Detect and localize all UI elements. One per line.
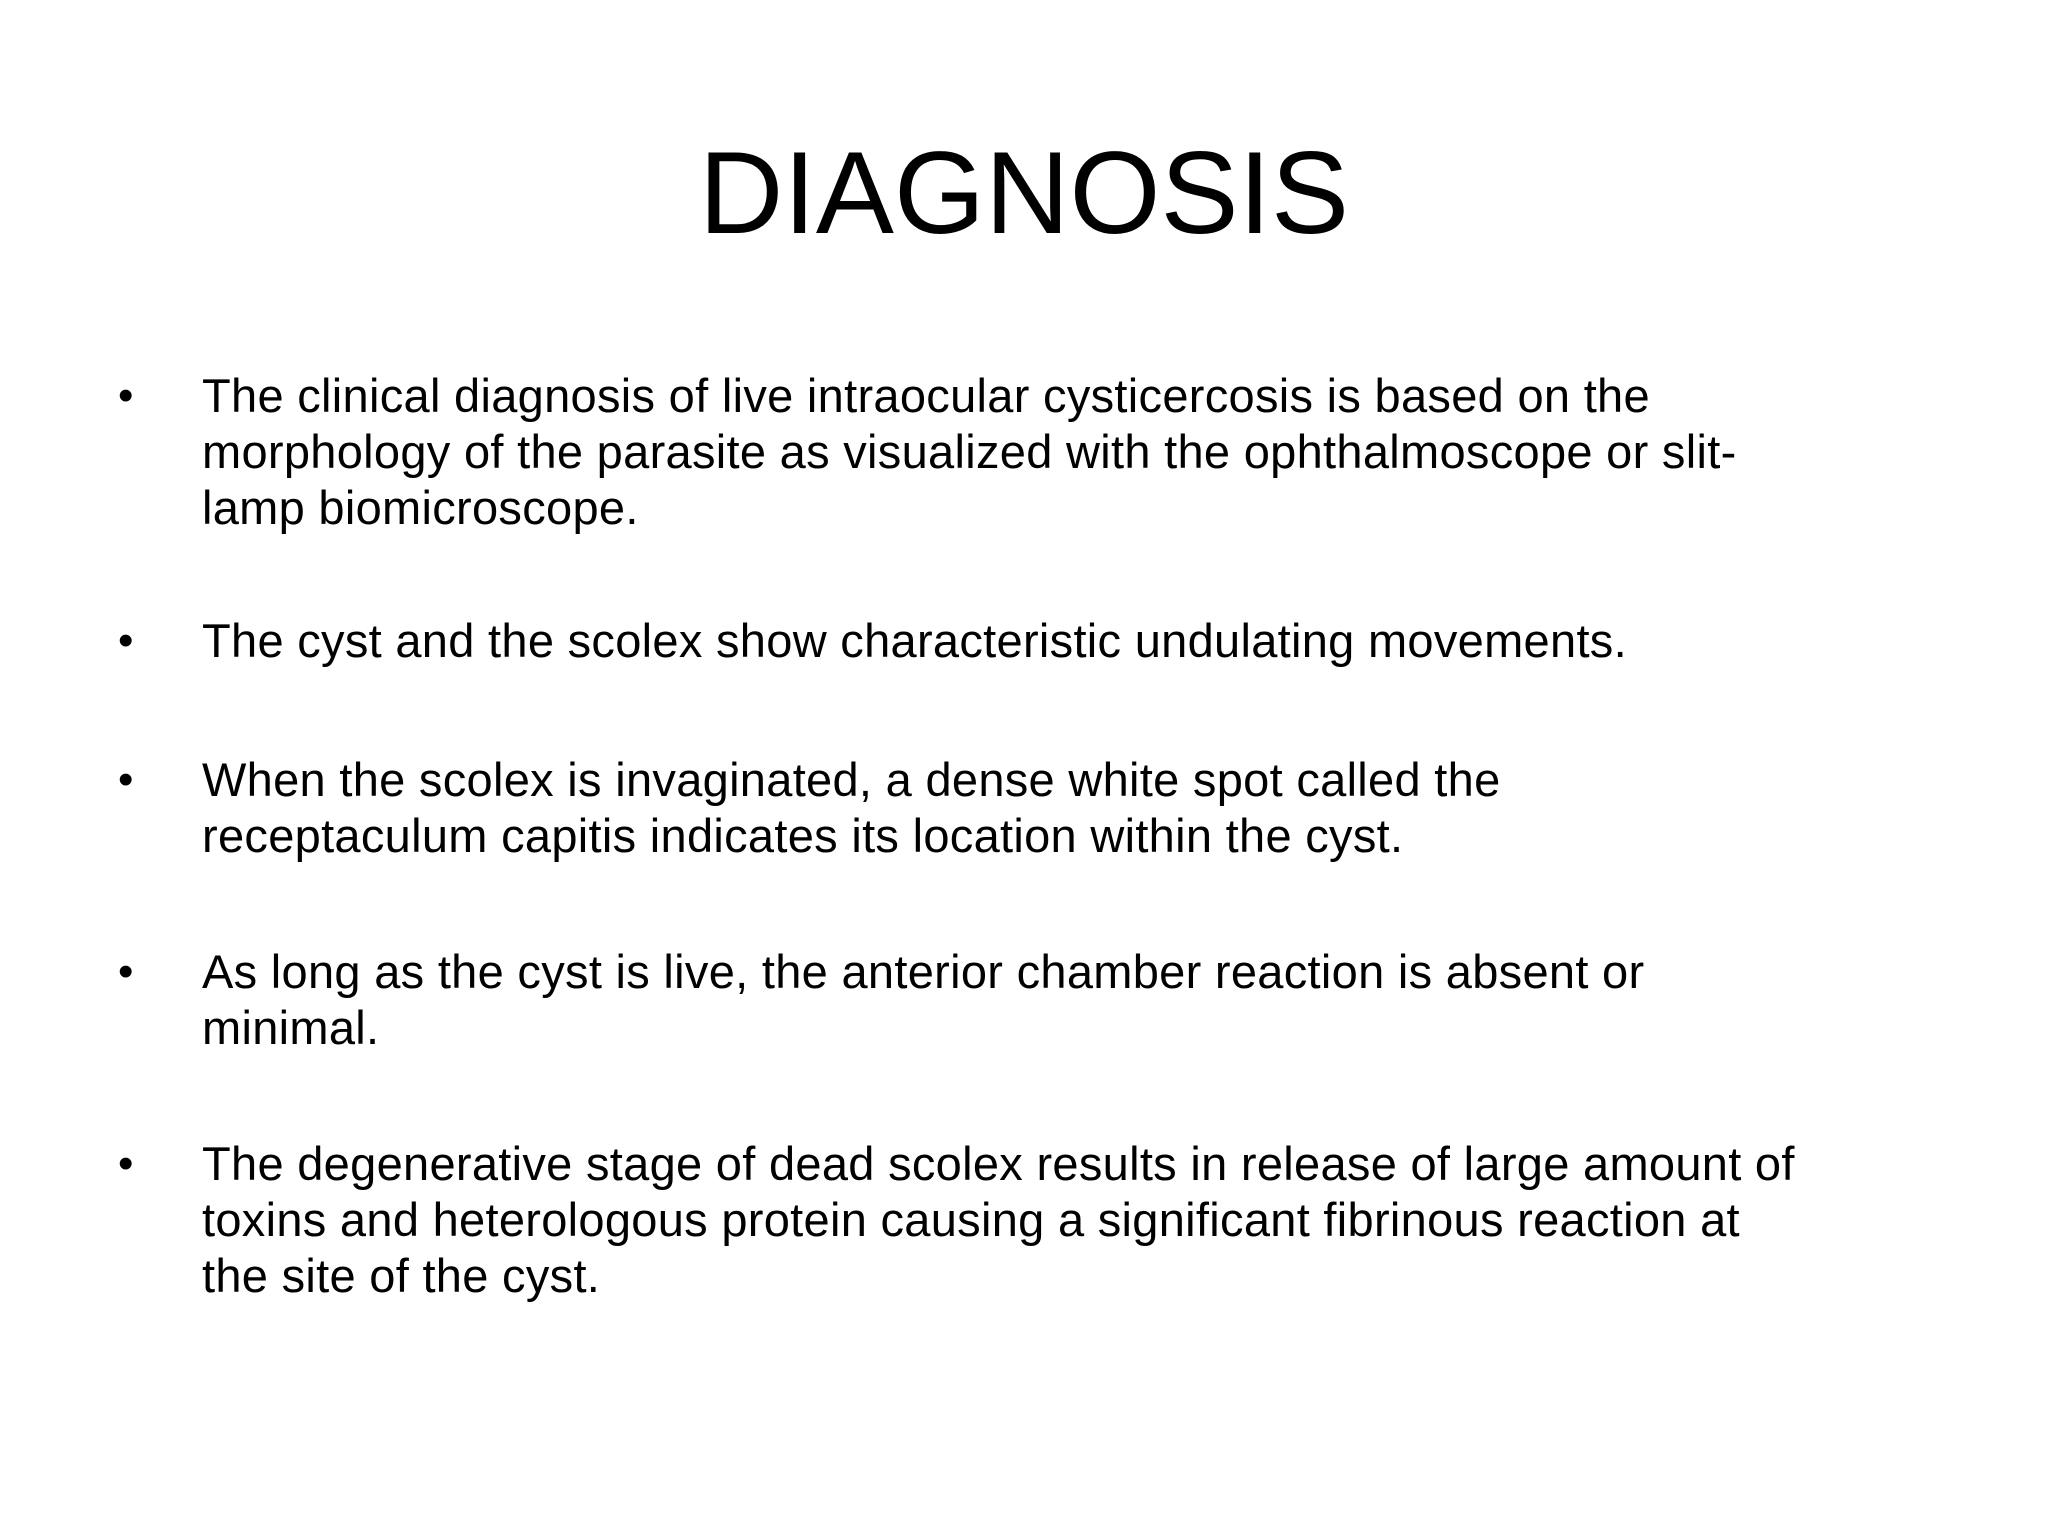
bullet-line: The degenerative stage of dead scolex results in release of large amount of xyxy=(202,1137,1795,1190)
bullet-line: The clinical diagnosis of live intraocular cysticercosis is based on the xyxy=(202,369,1650,422)
bullet-icon: • xyxy=(118,371,134,420)
bullet-icon: • xyxy=(118,1139,134,1188)
bullet-text xyxy=(202,752,1962,864)
bullet-line: lamp biomicroscope. xyxy=(202,481,639,534)
bullet-line: toxins and heterologous protein causing a significant fibrinous reaction at xyxy=(202,1193,1740,1246)
bullet-text xyxy=(202,368,1962,536)
bullet-line: minimal. xyxy=(202,1001,380,1054)
bullet-line: As long as the cyst is live, the anterior chamber reaction is absent or xyxy=(202,945,1645,998)
bullet-line: the site of the cyst. xyxy=(202,1249,601,1302)
bullet-icon: • xyxy=(118,947,134,996)
bullet-line: receptaculum capitis indicates its location within the cyst. xyxy=(202,809,1404,862)
bullet-text xyxy=(202,1136,1962,1304)
bullet-line: The cyst and the scolex show characteristic undulating movements. xyxy=(202,614,1627,667)
slide-title: DIAGNOSIS xyxy=(698,127,1350,258)
bullet-text xyxy=(202,944,1962,1056)
bullet-icon: • xyxy=(118,616,134,665)
bullet-line: morphology of the parasite as visualized with the ophthalmoscope or slit- xyxy=(202,425,1737,478)
bullet-text xyxy=(202,613,1962,669)
bullet-line: When the scolex is invaginated, a dense white spot called the xyxy=(202,753,1501,806)
bullet-icon: • xyxy=(118,755,134,804)
